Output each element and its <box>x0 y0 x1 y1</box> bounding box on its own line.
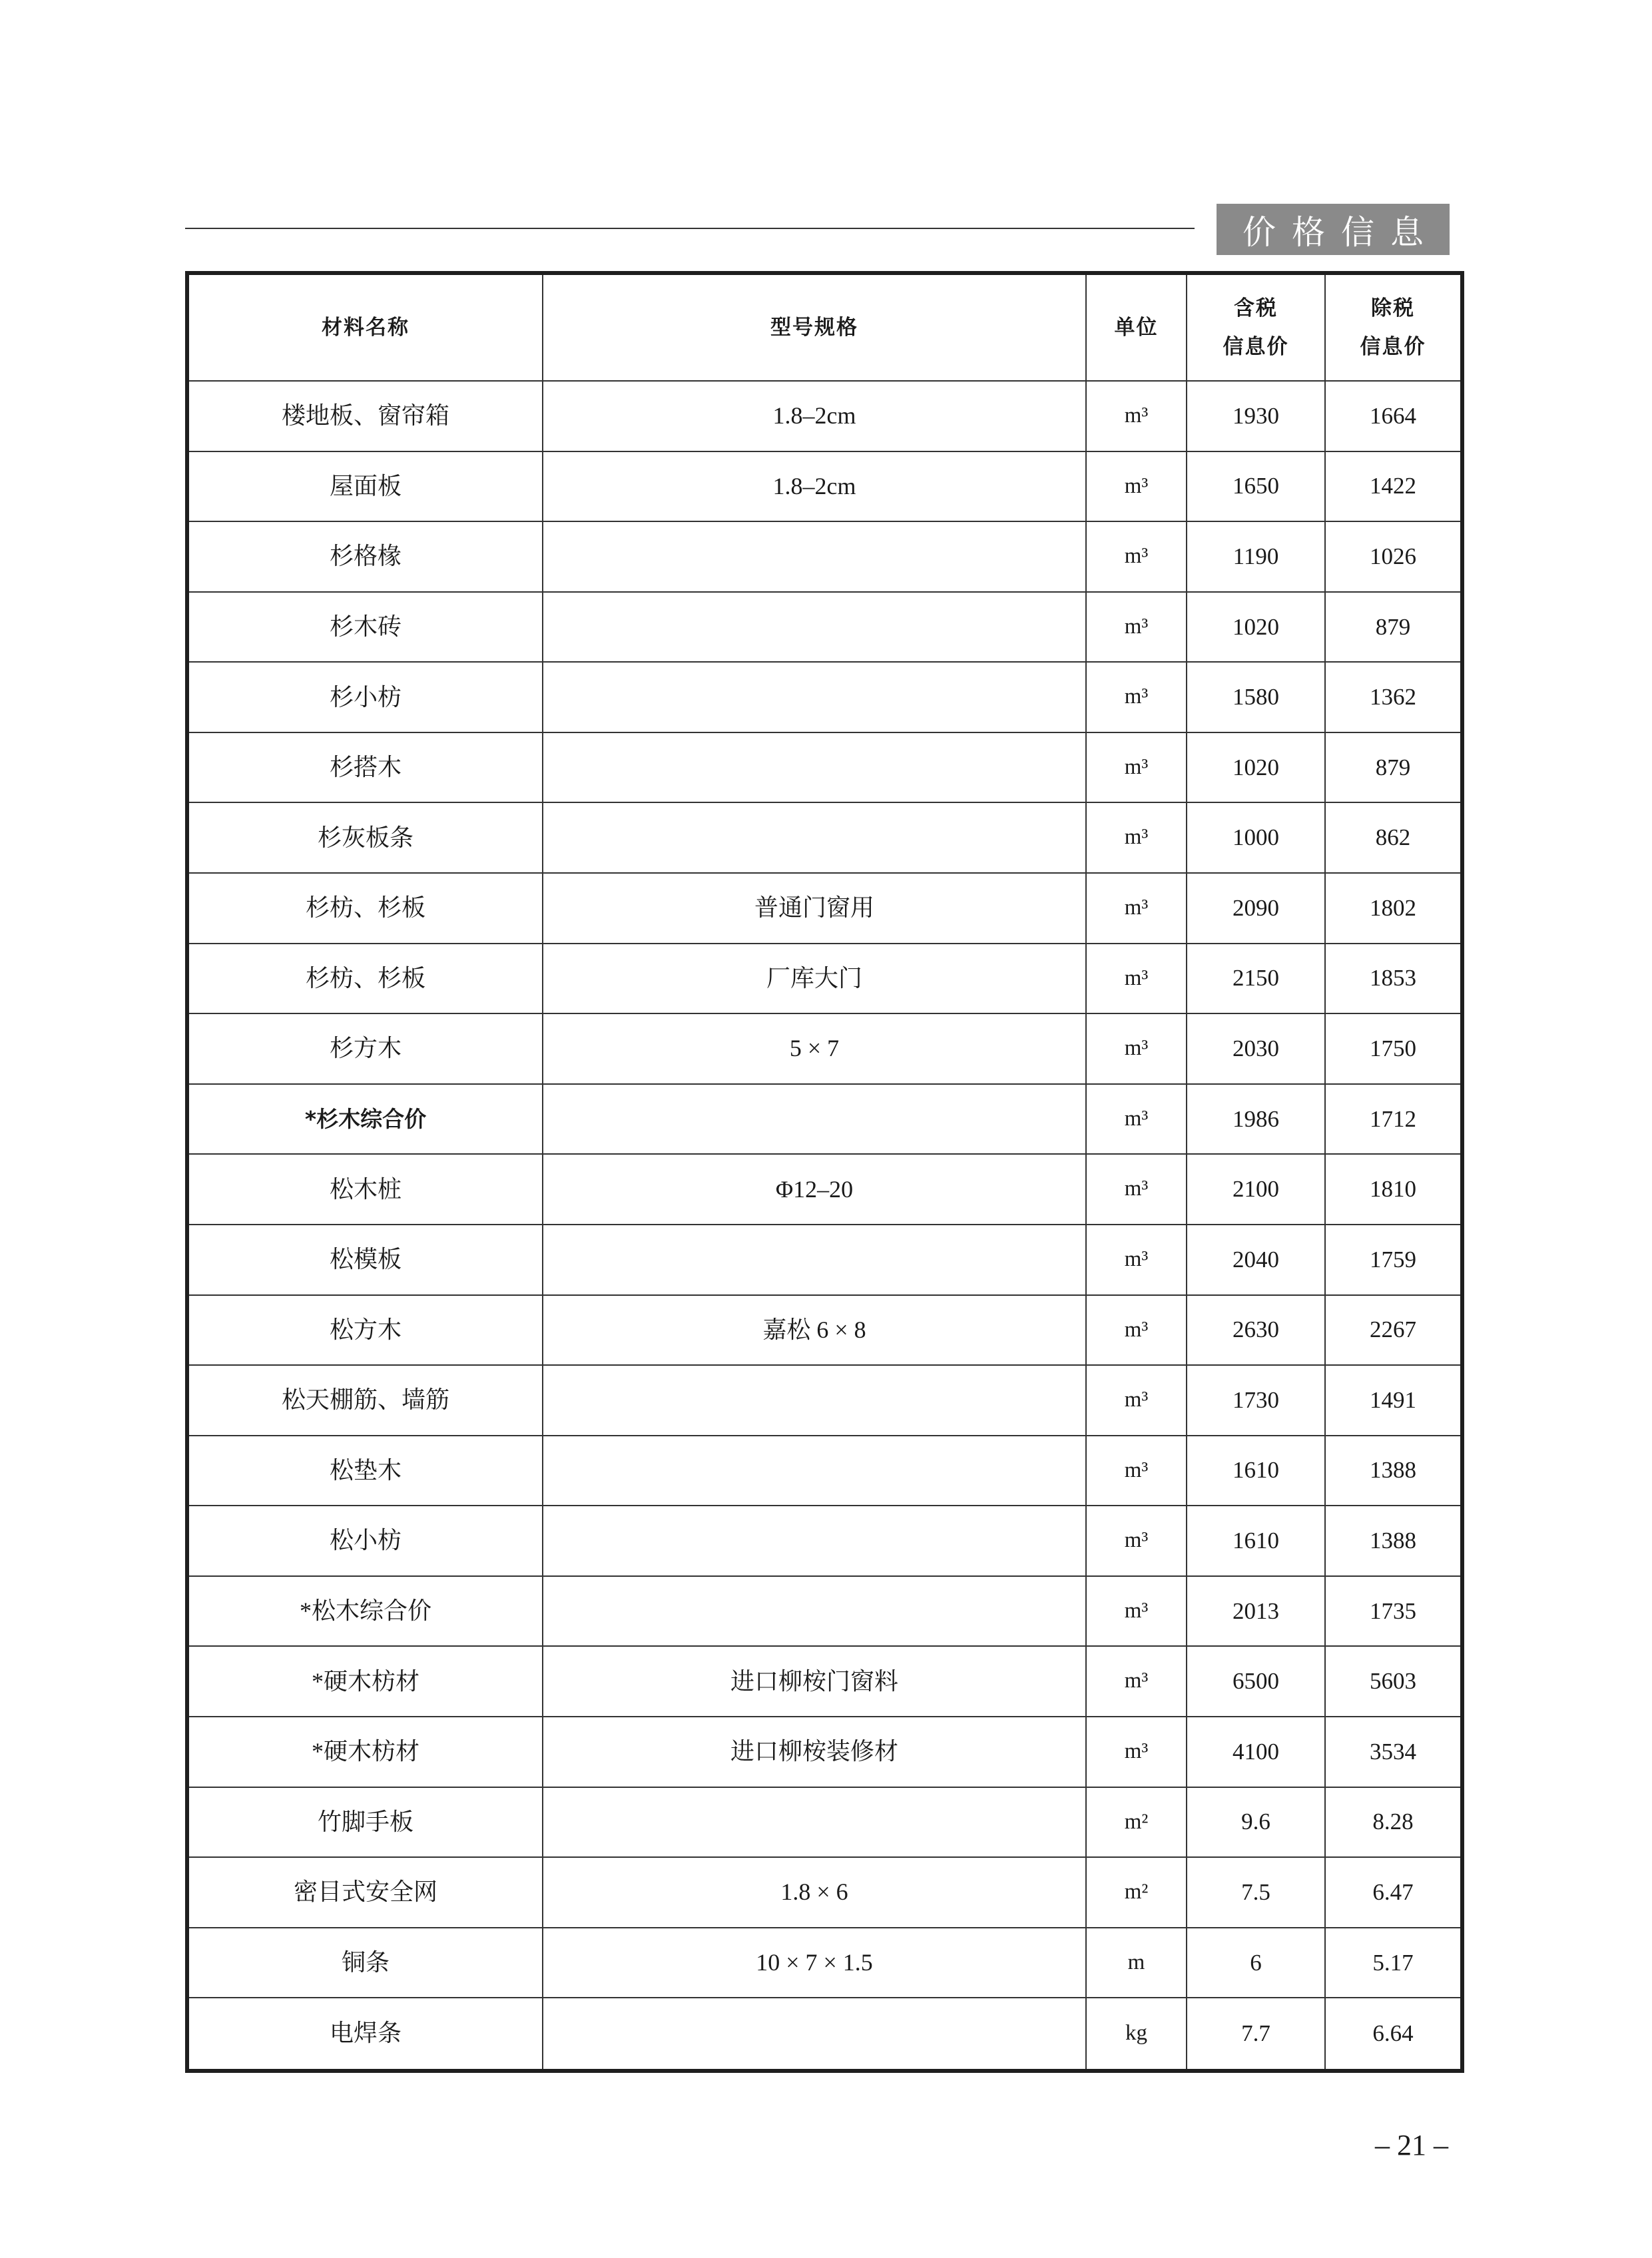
cell-material-name: 松垫木 <box>189 1436 543 1506</box>
cell-unit: m³ <box>1087 1577 1187 1646</box>
cell-material-name: 松模板 <box>189 1225 543 1294</box>
cell-price-excl-tax: 1712 <box>1370 1105 1416 1132</box>
table-row <box>189 874 1460 944</box>
cell-material-name: 杉方木 <box>189 1014 543 1083</box>
cell-price-excl-tax: 5.17 <box>1372 1949 1414 1976</box>
cell-unit: m³ <box>1087 663 1187 732</box>
cell-spec: 普通门窗用 <box>543 874 1087 943</box>
cell-price-incl-tax: 1610 <box>1187 1436 1326 1506</box>
cell-price-excl-tax: 1362 <box>1370 684 1416 710</box>
cell-price-excl-tax: 879 <box>1375 754 1411 780</box>
table-row <box>189 1436 1460 1507</box>
cell-price-incl-tax: 6 <box>1187 1928 1326 1998</box>
column-header-spec: 型号规格 <box>543 275 1087 380</box>
cell-price-incl-tax: 1650 <box>1187 452 1326 521</box>
cell-material-name: 杉枋、杉板 <box>189 944 543 1013</box>
cell-material-name: 电焊条 <box>189 1998 543 2069</box>
cell-price-excl-tax: 1735 <box>1370 1597 1416 1624</box>
table-row <box>189 452 1460 523</box>
cell-price-incl-tax: 7.7 <box>1187 1998 1326 2069</box>
cell-price-excl-tax: 3534 <box>1370 1738 1416 1765</box>
table-row <box>189 1366 1460 1436</box>
cell-material-name: *硬木枋材 <box>189 1717 543 1787</box>
table-row <box>189 1296 1460 1366</box>
cell-price-excl-tax: 862 <box>1375 824 1411 851</box>
column-header-unit: 单位 <box>1087 275 1187 380</box>
cell-price-excl-tax: 5603 <box>1370 1668 1416 1695</box>
column-header-material-name: 材料名称 <box>189 275 543 380</box>
table-header-row <box>189 275 1460 382</box>
cell-price-incl-tax: 7.5 <box>1187 1858 1326 1927</box>
cell-price-incl-tax: 2630 <box>1187 1296 1326 1365</box>
cell-material-name: 杉枋、杉板 <box>189 874 543 943</box>
cell-price-incl-tax: 1986 <box>1187 1085 1326 1154</box>
cell-unit: m³ <box>1087 593 1187 662</box>
cell-price-excl-tax: 2267 <box>1370 1316 1416 1343</box>
cell-price-incl-tax: 1000 <box>1187 803 1326 872</box>
cell-spec <box>543 803 1087 872</box>
cell-spec: 嘉松 6 × 8 <box>543 1296 1087 1365</box>
cell-unit: m³ <box>1087 874 1187 943</box>
cell-material-name: 松天棚筋、墙筋 <box>189 1366 543 1435</box>
cell-price-excl-tax: 1388 <box>1370 1457 1416 1484</box>
cell-material-name: 杉小枋 <box>189 663 543 732</box>
cell-price-incl-tax: 4100 <box>1187 1717 1326 1787</box>
cell-material-name: *硬木枋材 <box>189 1647 543 1716</box>
cell-unit: m³ <box>1087 733 1187 802</box>
cell-unit: m³ <box>1087 803 1187 872</box>
cell-unit: m³ <box>1087 944 1187 1013</box>
cell-spec <box>543 1577 1087 1646</box>
cell-material-name: 杉搭木 <box>189 733 543 802</box>
cell-price-excl-tax: 1802 <box>1370 894 1416 921</box>
cell-unit: m³ <box>1087 1506 1187 1575</box>
cell-material-name: 铜条 <box>189 1928 543 1998</box>
cell-price-incl-tax: 1020 <box>1187 733 1326 802</box>
cell-spec <box>543 1436 1087 1506</box>
cell-price-incl-tax: 1930 <box>1187 382 1326 451</box>
cell-unit: m² <box>1087 1788 1187 1857</box>
cell-material-name: 屋面板 <box>189 452 543 521</box>
cell-price-incl-tax: 1020 <box>1187 593 1326 662</box>
cell-spec <box>543 1788 1087 1857</box>
cell-price-incl-tax: 1190 <box>1187 522 1326 591</box>
cell-spec: 1.8–2cm <box>543 452 1087 521</box>
cell-price-excl-tax: 1388 <box>1370 1528 1416 1554</box>
table-row <box>189 1014 1460 1085</box>
cell-price-excl-tax: 1759 <box>1370 1246 1416 1272</box>
cell-price-excl-tax: 1422 <box>1370 473 1416 499</box>
cell-price-incl-tax: 9.6 <box>1187 1788 1326 1857</box>
cell-unit: m³ <box>1087 1647 1187 1716</box>
cell-unit: m³ <box>1087 1014 1187 1083</box>
section-title: 价格信息 <box>1217 204 1450 255</box>
table-row <box>189 1647 1460 1717</box>
cell-unit: m² <box>1087 1858 1187 1927</box>
cell-spec <box>543 1998 1087 2069</box>
cell-unit: m³ <box>1087 1436 1187 1506</box>
cell-price-incl-tax: 2030 <box>1187 1014 1326 1083</box>
cell-price-excl-tax: 8.28 <box>1372 1809 1414 1835</box>
cell-material-name: 松木桩 <box>189 1155 543 1224</box>
cell-spec: 厂库大门 <box>543 944 1087 1013</box>
cell-spec <box>543 522 1087 591</box>
cell-price-excl-tax: 1750 <box>1370 1035 1416 1061</box>
cell-spec: 进口柳桉门窗料 <box>543 1647 1087 1716</box>
cell-material-name: 杉灰板条 <box>189 803 543 872</box>
table-row <box>189 1085 1460 1155</box>
table-row <box>189 1998 1460 2069</box>
cell-material-name: *杉木综合价 <box>189 1085 543 1154</box>
cell-material-name: 竹脚手板 <box>189 1788 543 1857</box>
table-row <box>189 1717 1460 1788</box>
cell-price-excl-tax: 1853 <box>1370 965 1416 991</box>
cell-unit: m³ <box>1087 522 1187 591</box>
cell-material-name: 杉格椽 <box>189 522 543 591</box>
cell-spec: 进口柳桉装修材 <box>543 1717 1087 1787</box>
cell-price-incl-tax: 1580 <box>1187 663 1326 732</box>
cell-spec <box>543 1506 1087 1575</box>
cell-price-excl-tax: 1026 <box>1370 543 1416 569</box>
cell-price-excl-tax: 1810 <box>1370 1176 1416 1203</box>
table-row <box>189 1928 1460 1999</box>
table-row <box>189 1155 1460 1225</box>
table-row <box>189 1788 1460 1858</box>
table-row <box>189 1577 1460 1647</box>
table-row <box>189 593 1460 663</box>
cell-price-incl-tax: 2013 <box>1187 1577 1326 1646</box>
cell-price-incl-tax: 2090 <box>1187 874 1326 943</box>
cell-price-incl-tax: 2100 <box>1187 1155 1326 1224</box>
cell-unit: m³ <box>1087 1717 1187 1787</box>
page-number: – 21 – <box>1375 2129 1448 2161</box>
price-table <box>185 271 1464 2073</box>
cell-unit: m³ <box>1087 1155 1187 1224</box>
table-row <box>189 663 1460 733</box>
cell-material-name: 松小枋 <box>189 1506 543 1575</box>
column-header-price-excl-tax: 除税 信息价 <box>1360 296 1426 359</box>
cell-price-incl-tax: 1730 <box>1187 1366 1326 1435</box>
cell-price-incl-tax: 2150 <box>1187 944 1326 1013</box>
cell-unit: m³ <box>1087 1296 1187 1365</box>
cell-price-incl-tax: 2040 <box>1187 1225 1326 1294</box>
cell-price-incl-tax: 6500 <box>1187 1647 1326 1716</box>
cell-spec: 10 × 7 × 1.5 <box>543 1928 1087 1998</box>
cell-material-name: 杉木砖 <box>189 593 543 662</box>
cell-price-excl-tax: 6.64 <box>1372 2020 1414 2047</box>
cell-unit: m³ <box>1087 1225 1187 1294</box>
header-rule <box>185 228 1195 229</box>
cell-price-excl-tax: 1491 <box>1370 1386 1416 1413</box>
cell-spec <box>543 1225 1087 1294</box>
cell-spec <box>543 663 1087 732</box>
cell-spec: Φ12–20 <box>543 1155 1087 1224</box>
cell-spec <box>543 593 1087 662</box>
cell-material-name: 密目式安全网 <box>189 1858 543 1927</box>
cell-price-incl-tax: 1610 <box>1187 1506 1326 1575</box>
column-header-price-incl-tax: 含税 信息价 <box>1187 275 1326 380</box>
table-row <box>189 733 1460 804</box>
cell-spec <box>543 1366 1087 1435</box>
cell-unit: m³ <box>1087 1085 1187 1154</box>
table-row <box>189 1858 1460 1928</box>
table-row <box>189 1225 1460 1296</box>
table-row <box>189 382 1460 452</box>
table-row <box>189 1506 1460 1577</box>
cell-spec: 1.8 × 6 <box>543 1858 1087 1927</box>
table-row <box>189 944 1460 1015</box>
cell-price-excl-tax: 879 <box>1375 613 1411 640</box>
cell-material-name: 松方木 <box>189 1296 543 1365</box>
cell-price-excl-tax: 6.47 <box>1372 1878 1414 1905</box>
cell-unit: m³ <box>1087 382 1187 451</box>
cell-unit: kg <box>1087 1998 1187 2069</box>
cell-material-name: *松木综合价 <box>189 1577 543 1646</box>
cell-spec: 1.8–2cm <box>543 382 1087 451</box>
cell-unit: m <box>1087 1928 1187 1998</box>
cell-unit: m³ <box>1087 1366 1187 1435</box>
cell-material-name: 楼地板、窗帘箱 <box>189 382 543 451</box>
cell-spec <box>543 733 1087 802</box>
cell-price-excl-tax: 1664 <box>1370 402 1416 429</box>
cell-unit: m³ <box>1087 452 1187 521</box>
table-row <box>189 522 1460 593</box>
table-row <box>189 803 1460 874</box>
cell-spec: 5 × 7 <box>543 1014 1087 1083</box>
cell-spec <box>543 1085 1087 1154</box>
